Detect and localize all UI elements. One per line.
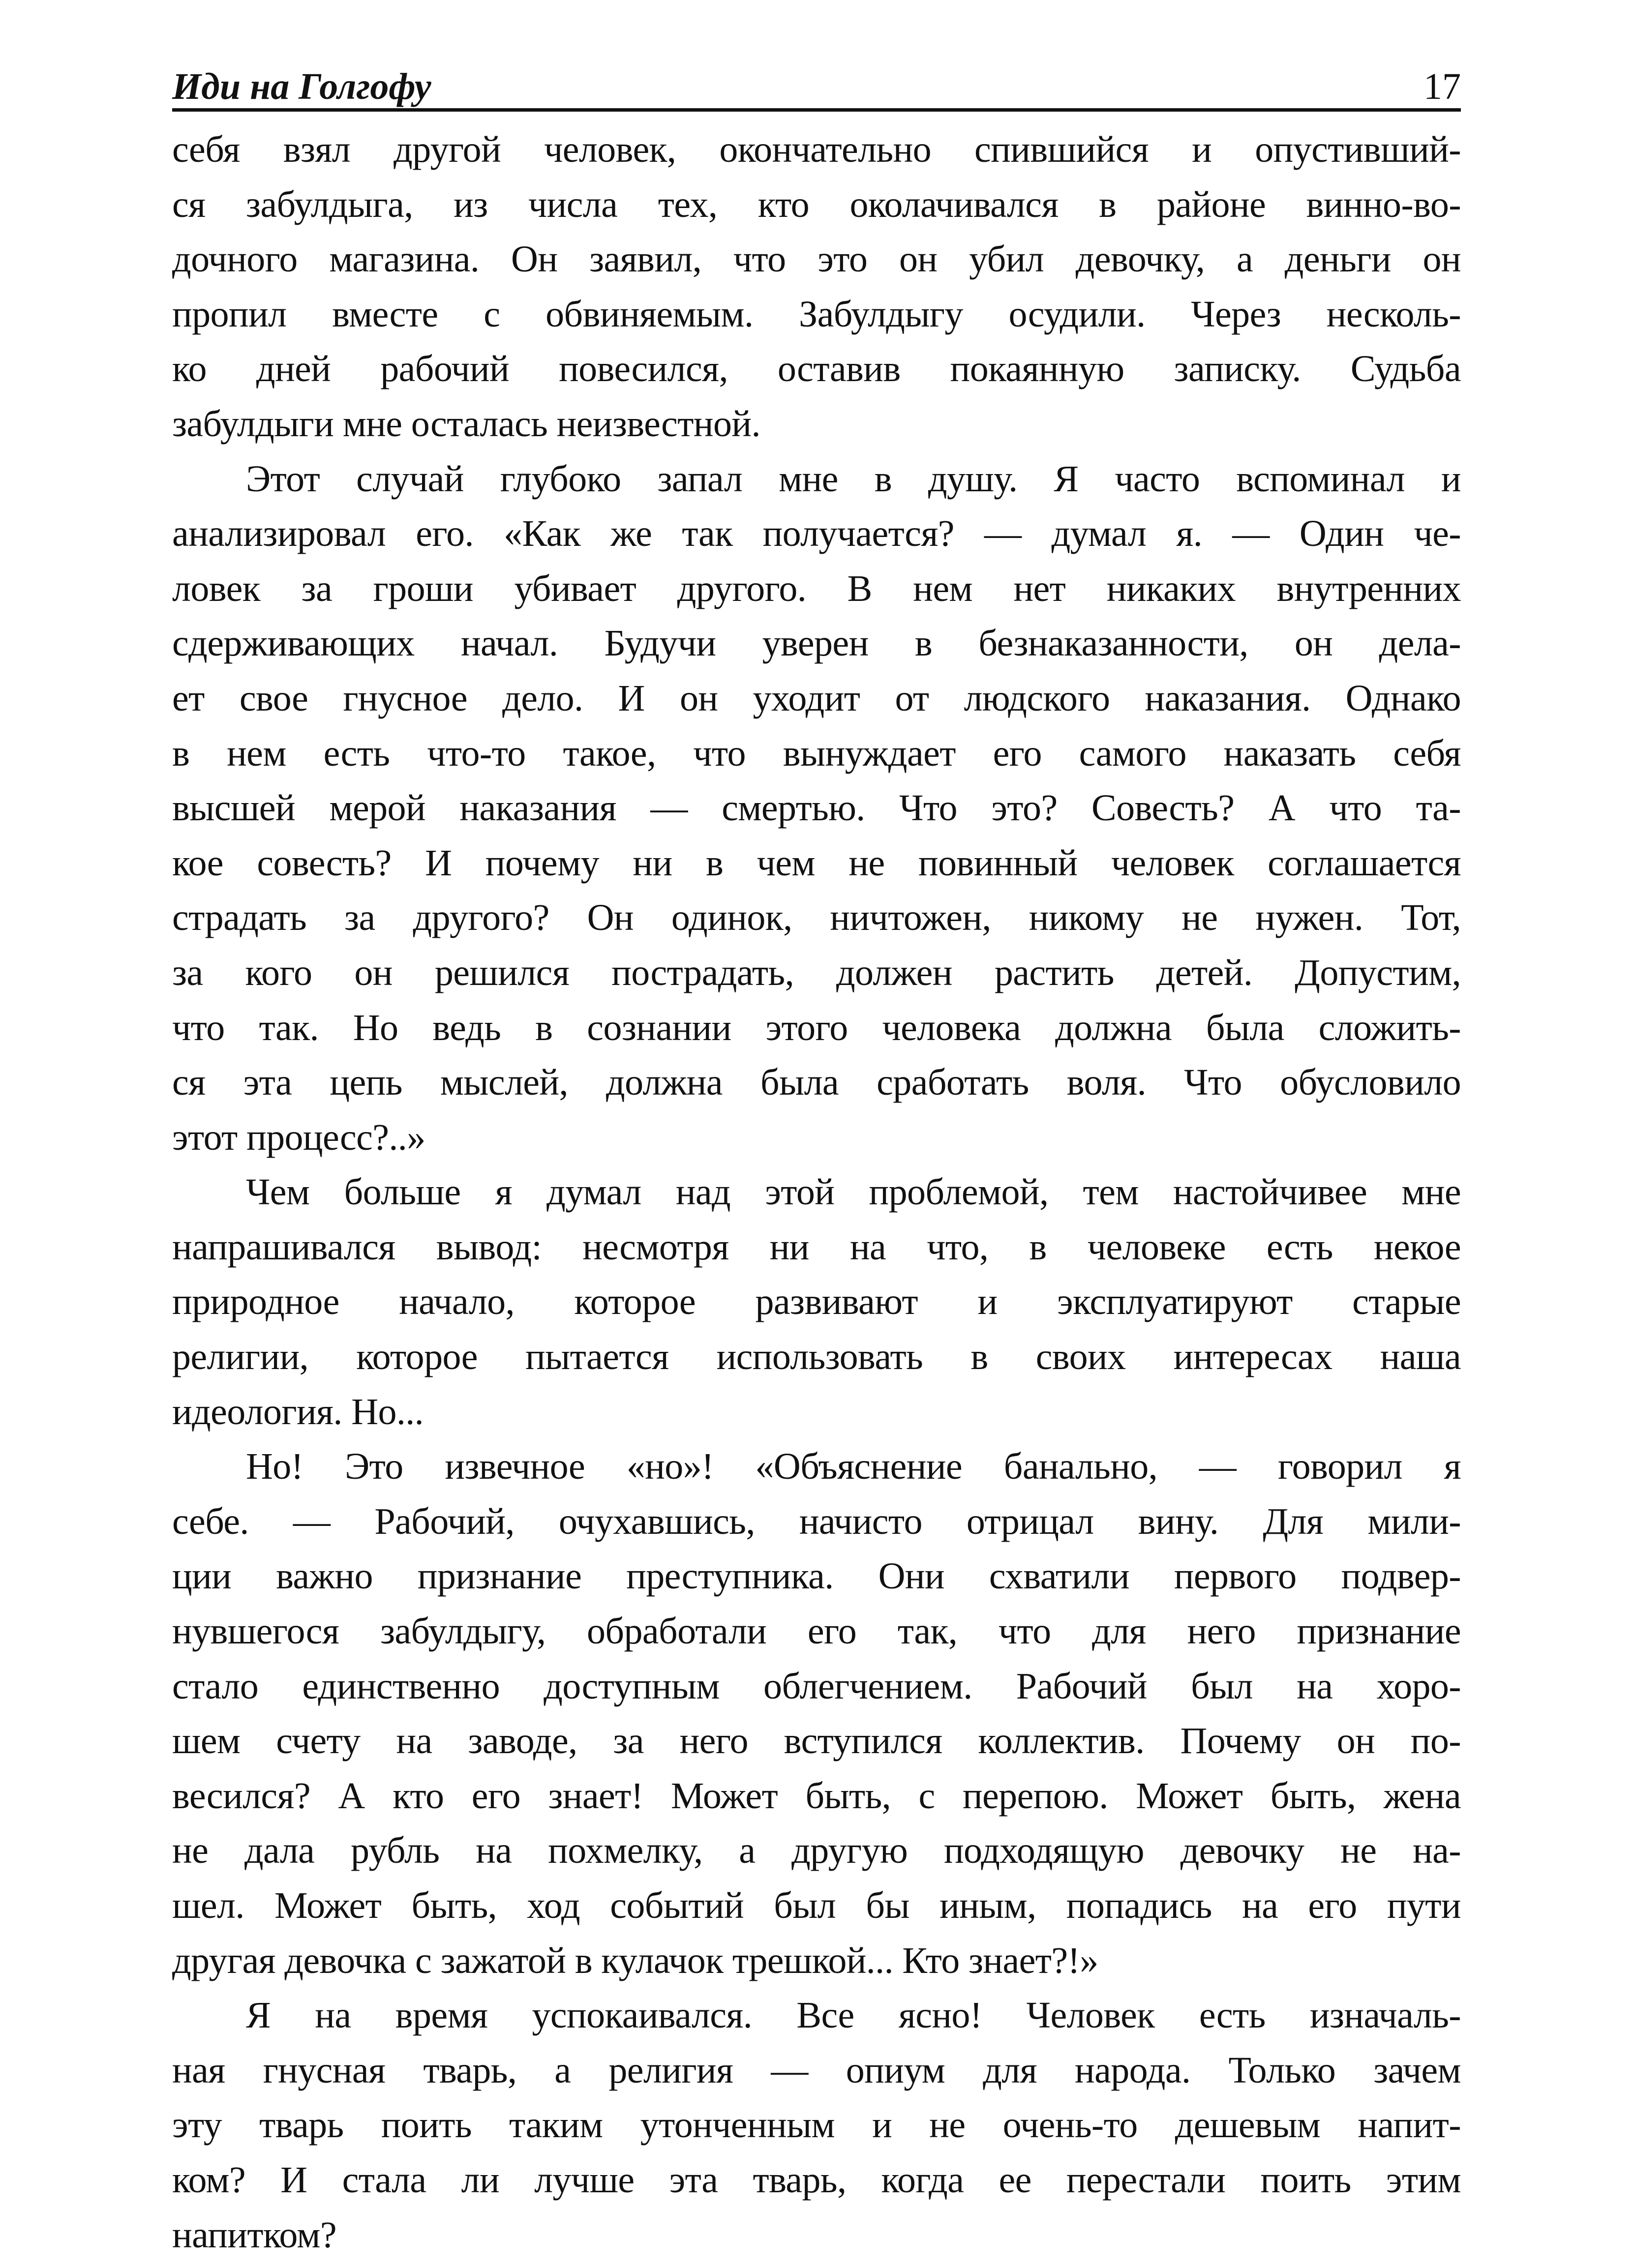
text-line: этот процесс?..» bbox=[172, 1116, 425, 1158]
text-line: ся забулдыга, из числа тех, кто околачивался в районе винно-во- bbox=[172, 183, 1461, 225]
text-line: шел. Может быть, ход событий был бы иным, попадись на его пути bbox=[172, 1885, 1461, 1926]
text-line: в нем есть что-то такое, что вынуждает его самого наказать себя bbox=[172, 732, 1461, 774]
running-head bbox=[172, 49, 1461, 112]
body-text bbox=[172, 122, 1461, 2263]
text-line: ся эта цепь мыслей, должна была сработать воля. Что обусловило bbox=[172, 1062, 1461, 1104]
book-page bbox=[172, 49, 1461, 2256]
text-line: высшей мерой наказания — смертью. Что это? Совесть? А что та- bbox=[172, 787, 1461, 829]
text-line: другая девочка с зажатой в кулачок трешкой... Кто знает?!» bbox=[172, 1940, 1098, 1981]
text-line: природное начало, которое развивают и эксплуатируют старые bbox=[172, 1281, 1461, 1323]
text-line: забулдыги мне осталась неизвестной. bbox=[172, 403, 760, 445]
text-line: пропил вместе с обвиняемым. Забулдыгу осудили. Через несколь- bbox=[172, 293, 1461, 335]
text-line: ет свое гнусное дело. И он уходит от людского наказания. Однако bbox=[172, 677, 1461, 719]
text-line: не дала рубль на похмелку, а другую подходящую девочку не на- bbox=[172, 1830, 1461, 1872]
text-line: себе. — Рабочий, очухавшись, начисто отрицал вину. Для мили- bbox=[172, 1500, 1461, 1542]
text-line: дочного магазина. Он заявил, что это он убил девочку, а деньги он bbox=[172, 239, 1461, 280]
text-line: напитком? bbox=[172, 2214, 337, 2256]
running-title: Иди на Голгофу bbox=[172, 66, 431, 107]
text-line: ко дней рабочий повесился, оставив покаянную записку. Судьба bbox=[172, 348, 1461, 390]
text-line: Но! Это извечное «но»! «Объяснение банально, — говорил я bbox=[246, 1446, 1461, 1488]
text-line: шем счету на заводе, за него вступился коллектив. Почему он по- bbox=[172, 1720, 1461, 1762]
page-number: 17 bbox=[1423, 66, 1461, 107]
text-line: религии, которое пытается использовать в своих интересах наша bbox=[172, 1336, 1461, 1378]
text-line: Я на время успокаивался. Все ясно! Человек есть изначаль- bbox=[246, 1995, 1461, 2036]
text-line: кое совесть? И почему ни в чем не повинный человек соглашается bbox=[172, 842, 1461, 884]
text-line: анализировал его. «Как же так получается? — думал я. — Один че- bbox=[172, 513, 1461, 555]
paragraph bbox=[172, 452, 1461, 1165]
text-line: Чем больше я думал над этой проблемой, тем настойчивее мне bbox=[246, 1171, 1461, 1213]
text-line: за кого он решился пострадать, должен растить детей. Допустим, bbox=[172, 952, 1461, 993]
paragraph bbox=[172, 122, 1461, 452]
text-line: Этот случай глубоко запал мне в душу. Я часто вспоминал и bbox=[246, 458, 1461, 500]
paragraph bbox=[172, 1439, 1461, 1988]
text-line: страдать за другого? Он одинок, ничтожен, никому не нужен. Тот, bbox=[172, 897, 1461, 939]
text-line: ком? И стала ли лучше эта тварь, когда ее перестали поить этим bbox=[172, 2159, 1461, 2201]
text-line: ная гнусная тварь, а религия — опиум для народа. Только зачем bbox=[172, 2049, 1461, 2091]
text-line: ловек за гроши убивает другого. В нем нет никаких внутренних bbox=[172, 567, 1461, 609]
paragraph bbox=[172, 1988, 1461, 2263]
text-line: нувшегося забулдыгу, обработали его так, что для него признание bbox=[172, 1611, 1461, 1652]
text-line: что так. Но ведь в сознании этого человека должна была сложить- bbox=[172, 1007, 1461, 1048]
text-line: себя взял другой человек, окончательно спившийся и опустивший- bbox=[172, 129, 1461, 170]
text-line: сдерживающих начал. Будучи уверен в безнаказанности, он дела- bbox=[172, 623, 1461, 664]
text-line: идеология. Но... bbox=[172, 1391, 424, 1432]
text-line: стало единственно доступным облегчением. Рабочий был на хоро- bbox=[172, 1665, 1461, 1707]
text-line: ции важно признание преступника. Они схватили первого подвер- bbox=[172, 1555, 1461, 1597]
text-line: эту тварь поить таким утонченным и не очень-то дешевым напит- bbox=[172, 2104, 1461, 2146]
text-line: напрашивался вывод: несмотря ни на что, в человеке есть некое bbox=[172, 1226, 1461, 1268]
text-line: весился? А кто его знает! Может быть, с перепою. Может быть, жена bbox=[172, 1775, 1461, 1817]
paragraph bbox=[172, 1165, 1461, 1439]
